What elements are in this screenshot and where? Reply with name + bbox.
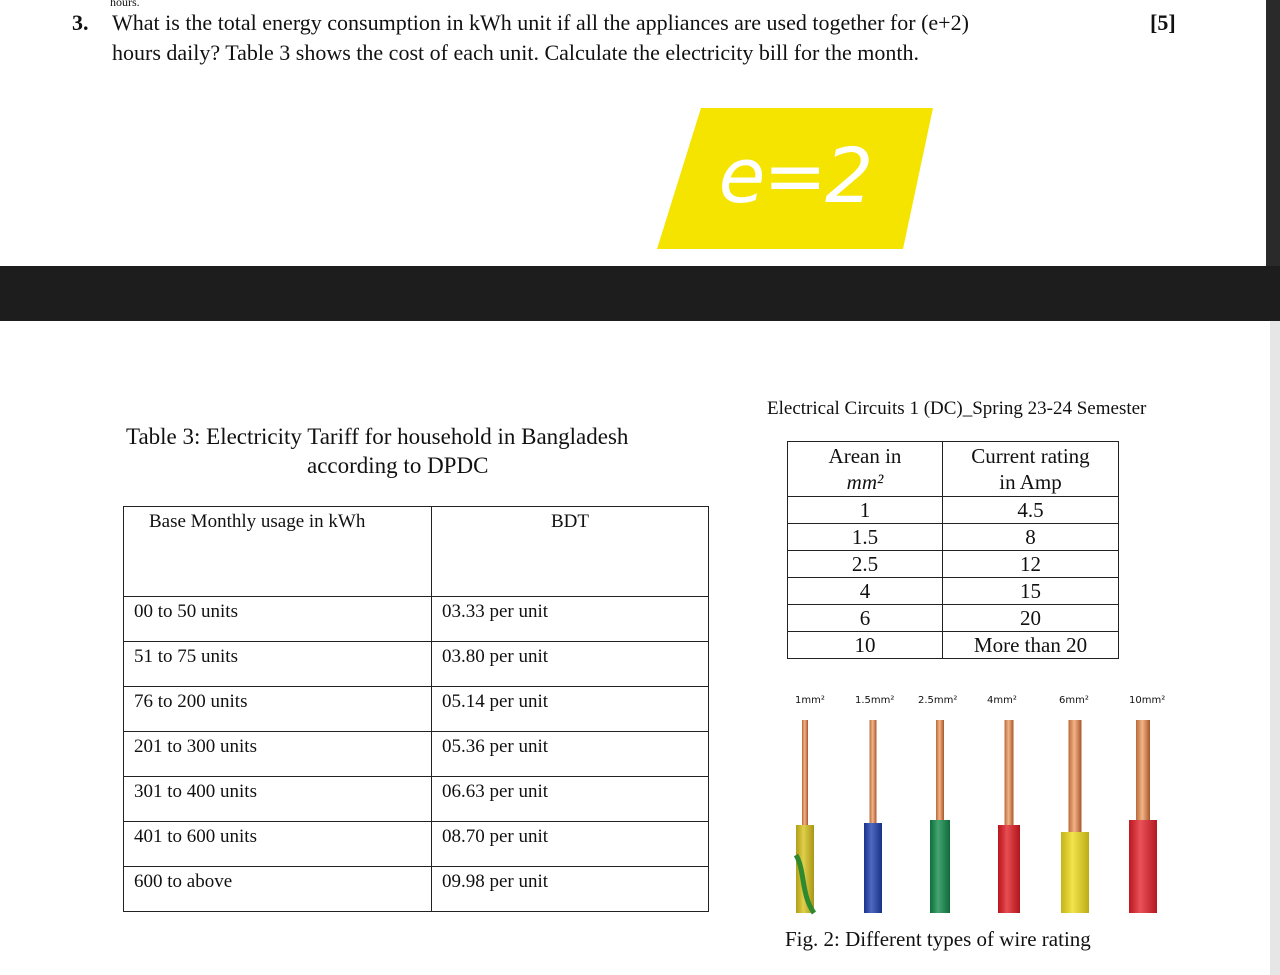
tariff-usage-cell: 301 to 400 units (124, 777, 432, 822)
tariff-usage-cell: 00 to 50 units (124, 597, 432, 642)
wire-label: 6mm² (1059, 695, 1089, 706)
wire-label: 10mm² (1129, 695, 1166, 706)
wire-area-cell: 1.5 (788, 524, 943, 551)
table-row (124, 867, 709, 912)
wire-insulation-shading (1061, 832, 1089, 913)
wire-copper-core (1136, 720, 1150, 824)
tariff-usage-cell: 76 to 200 units (124, 687, 432, 732)
wire-header-current-line-2: in Amp (999, 470, 1062, 494)
tariff-usage-cell: 51 to 75 units (124, 642, 432, 687)
table-row (124, 777, 709, 822)
question-text-line-1: What is the total energy consumption in kWh unit if all the appliances are used together for (e+2) (112, 10, 969, 35)
question-text-line-2: hours daily? Table 3 shows the cost of each unit. Calculate the electricity bill for the month. (112, 40, 919, 65)
tariff-rate-cell: 08.70 per unit (432, 822, 709, 867)
wire-current-cell: 4.5 (943, 497, 1119, 524)
wire-rating-table (787, 441, 1119, 659)
wire-header-row (788, 442, 1119, 497)
page-gutter (1266, 0, 1280, 266)
table-row (788, 551, 1119, 578)
cut-off-text (110, 0, 178, 4)
wire-figure (785, 695, 1185, 920)
tariff-header-bdt: BDT (432, 507, 709, 597)
wire-header-area-line-1: Arean in (828, 444, 902, 468)
table-row (124, 642, 709, 687)
wire-insulation-shading (998, 825, 1020, 913)
wire-header-current-line-1: Current rating (971, 444, 1090, 468)
wire-label: 1.5mm² (855, 695, 895, 706)
wire-current-cell: More than 20 (943, 632, 1119, 659)
e-value-badge (657, 108, 933, 249)
wire-insulation-shading (1129, 820, 1157, 913)
table3-title-line-2: according to DPDC (307, 453, 489, 478)
wire-copper-core (1069, 720, 1082, 836)
table3-title-line-1: Table 3: Electricity Tariff for household in Bangladesh (126, 424, 629, 449)
table-row (124, 687, 709, 732)
tariff-header-row (124, 507, 709, 597)
table-row (124, 822, 709, 867)
wire-copper-core (936, 720, 944, 824)
tariff-rate-cell: 05.36 per unit (432, 732, 709, 777)
question-marks: [5] (1150, 10, 1176, 35)
wire-label: 2.5mm² (918, 695, 958, 706)
wire-copper-core (802, 720, 808, 829)
tariff-rate-cell: 06.63 per unit (432, 777, 709, 822)
page-gutter-bottom (1270, 321, 1280, 975)
tariff-usage-cell: 401 to 600 units (124, 822, 432, 867)
wire-area-cell: 2.5 (788, 551, 943, 578)
wire-current-cell: 15 (943, 578, 1119, 605)
tariff-usage-cell: 600 to above (124, 867, 432, 912)
wire-header-current (943, 442, 1119, 497)
wire-insulation-shading (930, 820, 950, 913)
wire-current-cell: 8 (943, 524, 1119, 551)
wire-header-area-unit: mm² (846, 470, 884, 494)
table-row (788, 632, 1119, 659)
course-header: Electrical Circuits 1 (DC)_Spring 23-24 Semester (767, 398, 1147, 419)
table-row (788, 605, 1119, 632)
tariff-table (123, 506, 709, 912)
tariff-rate-cell: 09.98 per unit (432, 867, 709, 912)
figure-caption: Fig. 2: Different types of wire rating (785, 927, 1091, 951)
question-number: 3. (72, 10, 89, 35)
wire-area-cell: 6 (788, 605, 943, 632)
tariff-rate-cell: 03.80 per unit (432, 642, 709, 687)
wire-insulation-shading (864, 823, 882, 913)
table-row (124, 597, 709, 642)
wire-current-cell: 12 (943, 551, 1119, 578)
page-separator (0, 266, 1280, 321)
table-row (788, 524, 1119, 551)
wire-drawing (785, 695, 1185, 920)
table-row (788, 578, 1119, 605)
wire-area-cell: 1 (788, 497, 943, 524)
wire-copper-core (1005, 720, 1014, 829)
wire-label: 4mm² (987, 695, 1017, 706)
wire-copper-core (870, 720, 877, 827)
e-value-text: e=2 (718, 131, 872, 220)
wire-header-area (788, 442, 943, 497)
table-row (788, 497, 1119, 524)
tariff-usage-cell: 201 to 300 units (124, 732, 432, 777)
tariff-rate-cell: 03.33 per unit (432, 597, 709, 642)
tariff-rate-cell: 05.14 per unit (432, 687, 709, 732)
wire-area-cell: 4 (788, 578, 943, 605)
table-row (124, 732, 709, 777)
wire-label: 1mm² (795, 695, 825, 706)
wire-current-cell: 20 (943, 605, 1119, 632)
wire-area-cell: 10 (788, 632, 943, 659)
tariff-header-usage: Base Monthly usage in kWh (124, 507, 432, 597)
